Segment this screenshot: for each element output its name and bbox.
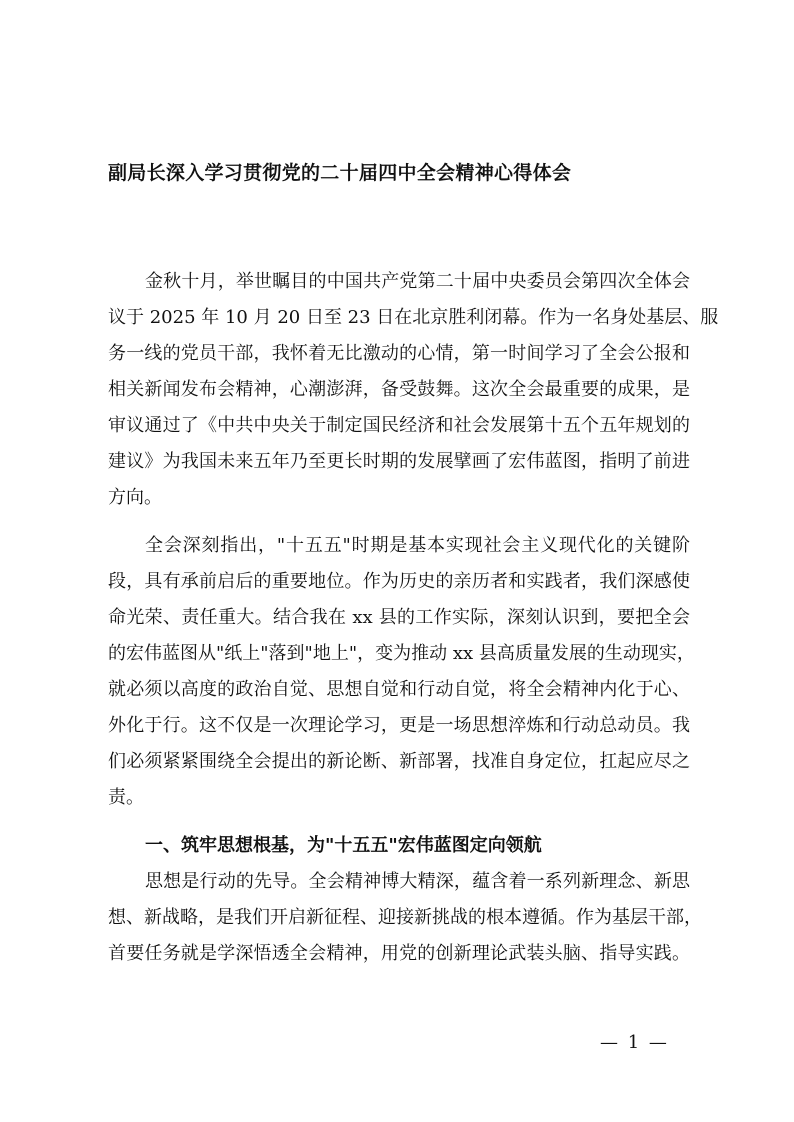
paragraph-2 <box>108 528 695 816</box>
text-line: 想、新战略，是我们开启新征程、迎接新挑战的根本遵循。作为基层干部， <box>108 907 702 928</box>
page-number: — 1 — <box>600 1032 669 1053</box>
text-line: 全会深刻指出，"十五五"时期是基本实现社会主义现代化的关键阶 <box>145 535 690 556</box>
text-line: 议于 2025 年 10 月 20 日至 23 日在北京胜利闭幕。作为一名身处基层、服 <box>108 307 719 328</box>
text-line: 命光荣、责任重大。结合我在 xx 县的工作实际，深刻认识到，要把全会 <box>108 607 690 628</box>
text-line: 段，具有承前启后的重要地位。作为历史的亲历者和实践者，我们深感使 <box>108 571 690 592</box>
text-line: 就必须以高度的政治自觉、思想自觉和行动自觉，将全会精神内化于心、 <box>108 679 690 700</box>
text-line: 方向。 <box>108 487 162 508</box>
document-body <box>108 264 719 984</box>
text-line: 相关新闻发布会精神，心潮澎湃，备受鼓舞。这次全会最重要的成果，是 <box>108 379 690 400</box>
text-line: 们必须紧紧围绕全会提出的新论断、新部署，找准自身定位，扛起应尽之 <box>108 751 690 772</box>
text-line: 责。 <box>108 787 144 808</box>
paragraph-3 <box>108 864 702 972</box>
section-heading-1: 一、筑牢思想根基，为"十五五"宏伟蓝图定向领航 <box>145 835 542 856</box>
text-line: 首要任务就是学深悟透全会精神，用党的创新理论武装头脑、指导实践。 <box>108 943 690 964</box>
document-title: 副局长深入学习贯彻党的二十届四中全会精神心得体会 <box>108 162 572 184</box>
text-line: 务一线的党员干部，我怀着无比激动的心情，第一时间学习了全会公报和 <box>108 343 690 364</box>
paragraph-1 <box>108 264 719 516</box>
text-line: 审议通过了《中共中央关于制定国民经济和社会发展第十五个五年规划的 <box>108 415 690 436</box>
text-line: 金秋十月，举世瞩目的中国共产党第二十届中央委员会第四次全体会 <box>145 271 690 292</box>
text-line: 思想是行动的先导。全会精神博大精深，蕴含着一系列新理念、新思 <box>145 871 690 892</box>
text-line: 建议》为我国未来五年乃至更长时期的发展擘画了宏伟蓝图，指明了前进 <box>108 451 690 472</box>
text-line: 外化于行。这不仅是一次理论学习，更是一场思想淬炼和行动总动员。我 <box>108 715 690 736</box>
text-line: 的宏伟蓝图从"纸上"落到"地上"，变为推动 xx 县高质量发展的生动现实， <box>108 643 695 664</box>
